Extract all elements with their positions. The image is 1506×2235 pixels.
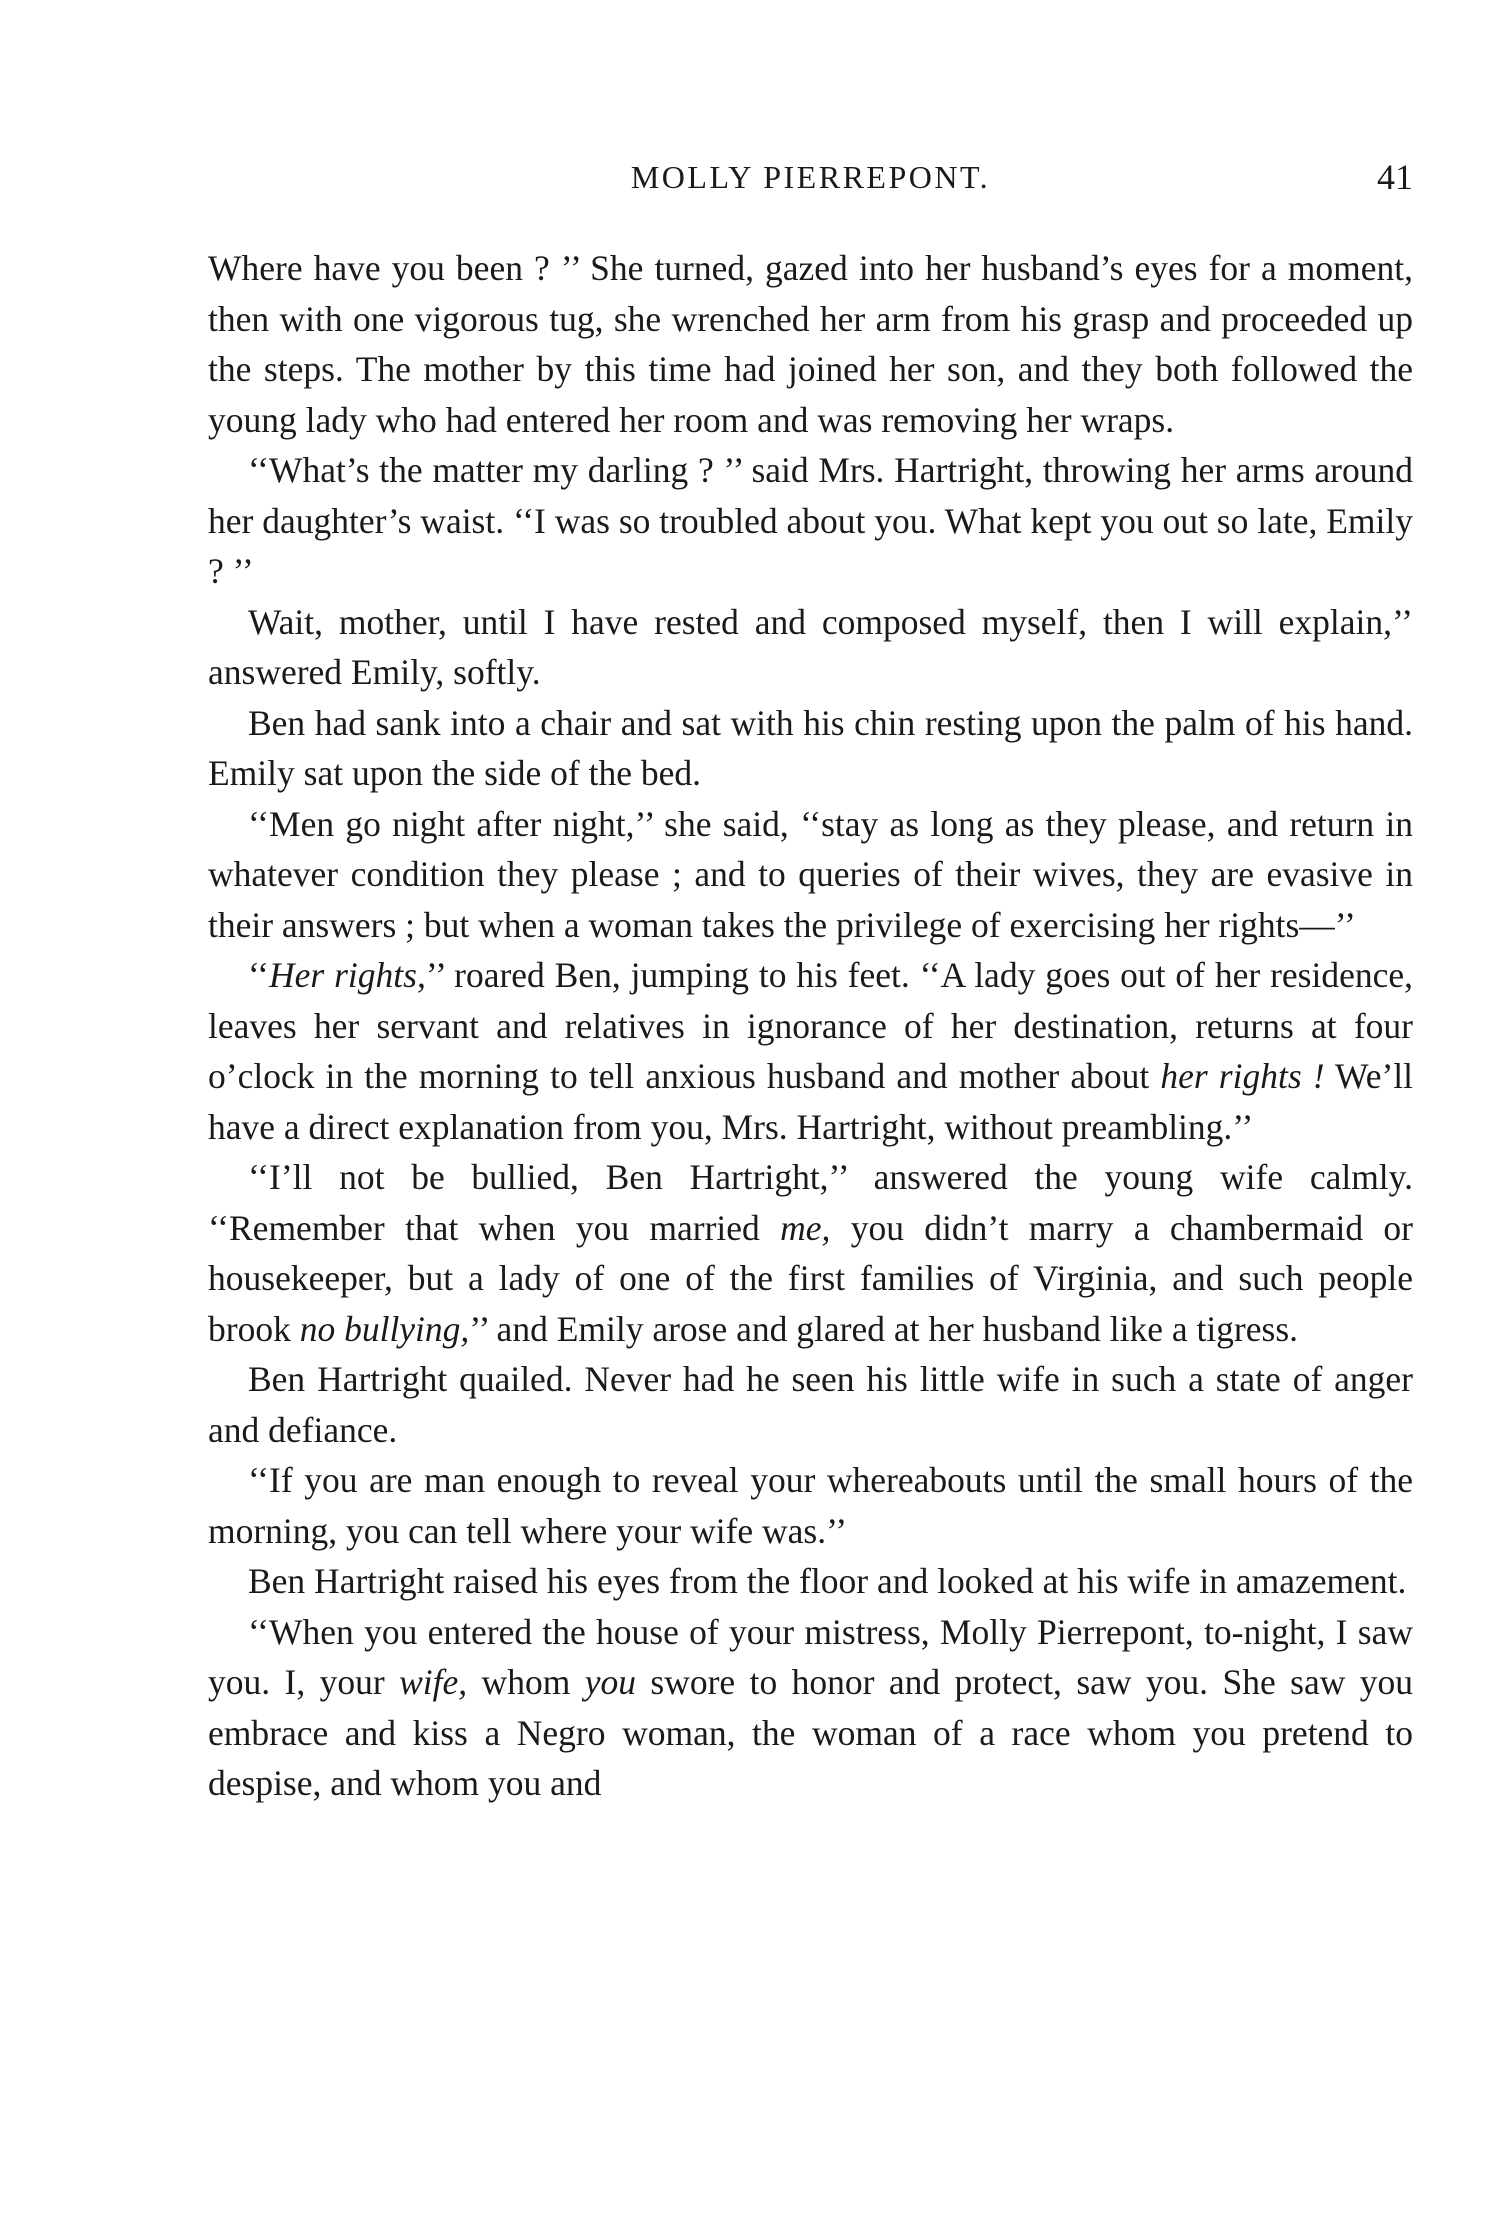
running-title: MOLLY PIERREPONT. <box>630 159 991 195</box>
paragraph <box>208 1455 1413 1556</box>
text-segment: ’’ roared Ben, jumping to his feet. ‘‘A lady goes out of her residence, leaves her servant and relatives in ignorance of her destination, returns at four o’clock in the morning to tell anxious husband and mother about <box>208 955 1413 1096</box>
italic-text: wife, <box>399 1662 468 1702</box>
text-segment: whom <box>467 1662 585 1702</box>
paragraph <box>208 243 1413 445</box>
text-segment: ‘‘If you are man enough to reveal your whereabouts until the small hours of the morning, you can tell where your wife was.’’ <box>208 1460 1413 1551</box>
text-segment: ‘‘What’s the matter my darling ? ’’ said Mrs. Hartright, throwing her arms around her daughter’s waist. ‘‘I was so troubled about you. What kept you out so late, Emily ? ’’ <box>208 450 1413 591</box>
text-segment: ‘‘ <box>248 955 270 995</box>
paragraph <box>208 799 1413 951</box>
paragraph <box>208 1354 1413 1455</box>
italic-text: her rights ! <box>1160 1056 1325 1096</box>
running-header <box>208 152 1413 202</box>
text-segment: ‘‘Men go night after night,’’ she said, ‘‘stay as long as they please, and return in whatever condition they please ; and to queries of their wives, they are evasive in their answers ; but when a woman takes the privilege of exercising her rights—’’ <box>208 803 1413 945</box>
text-segment: swore to honor and protect, saw you. She saw you embrace and kiss a Negro woman, the woman of a race whom you pretend to despise, and whom you and <box>208 1662 1413 1803</box>
italic-text: no bullying, <box>299 1308 470 1349</box>
italic-text: you <box>584 1662 636 1702</box>
paragraph <box>208 698 1413 799</box>
paragraph <box>208 1152 1413 1354</box>
paragraph <box>208 1607 1413 1809</box>
text-segment: you didn’t marry a chambermaid or housekeeper, but a lady of one of the first families of Virginia, and such people brook <box>208 1207 1414 1349</box>
text-segment: Ben Hartright quailed. Never had he seen his little wife in such a state of anger and defiance. <box>208 1359 1413 1450</box>
text-segment: ‘‘When you entered the house of your mistress, Molly Pierrepont, to-night, I saw you. I, your <box>208 1611 1413 1702</box>
text-segment: Where have you been ? ’’ She turned, gazed into her husband’s eyes for a moment, then with one vigorous tug, she wrenched her arm from his grasp and proceeded up the steps. The mother by this time had joined her son, and they both followed the young lady who had entered her room and was removing her wraps. <box>208 248 1413 440</box>
italic-text: Her rights, <box>269 955 426 995</box>
paragraph <box>208 445 1413 597</box>
text-segment: Ben had sank into a chair and sat with his chin resting upon the palm of his hand. Emily sat upon the side of the bed. <box>208 702 1413 793</box>
text-segment: We’ll have a direct explanation from you, Mrs. Hartright, without preambling.’’ <box>208 1056 1414 1147</box>
text-segment: ’’ and Emily arose and glared at her husband like a tigress. <box>469 1308 1299 1349</box>
body-text <box>208 243 1413 1809</box>
paragraph <box>208 1556 1413 1607</box>
text-segment: Wait, mother, until I have rested and composed myself, then I will explain,’’ answered Emily, softly. <box>208 601 1413 692</box>
text-segment: ‘‘I’ll not be bullied, Ben Hartright,’’ answered the young wife calmly. ‘‘Remember that when you married <box>208 1157 1413 1248</box>
page-number: 41 <box>1377 157 1413 197</box>
text-segment: Ben Hartright raised his eyes from the floor and looked at his wife in amazement. <box>248 1561 1407 1601</box>
italic-text: me, <box>780 1207 831 1248</box>
paragraph <box>208 950 1413 1152</box>
paragraph <box>208 597 1413 698</box>
